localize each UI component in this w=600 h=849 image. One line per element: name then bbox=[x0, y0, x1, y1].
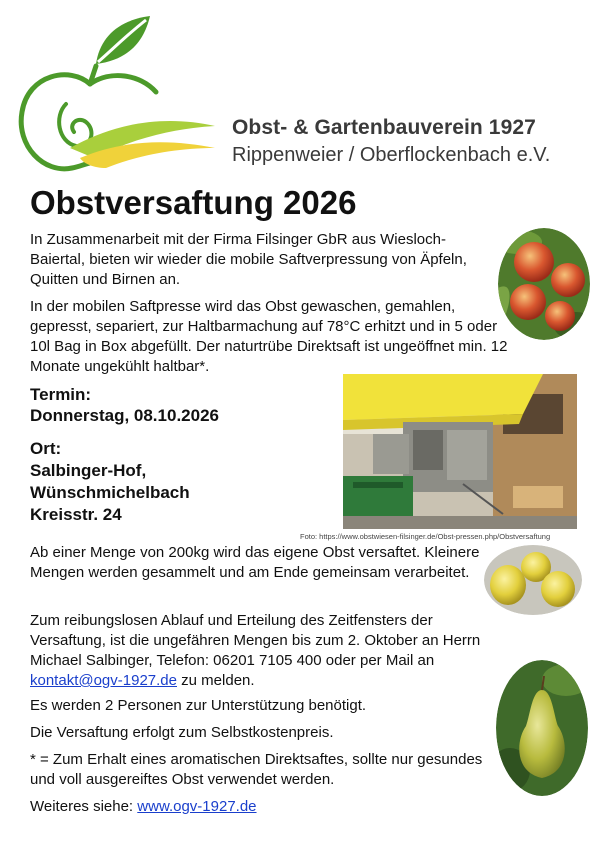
registration-paragraph bbox=[30, 611, 510, 691]
photo-credit: Foto: https://www.obstwiesen-filsinger.de/Obst-pressen.php/Obstversaftung bbox=[300, 532, 551, 541]
ort-line-2: Wünschmichelbach bbox=[30, 483, 190, 502]
intro-paragraph: In Zusammenarbeit mit der Firma Filsinger GbR aus Wiesloch-Baiertal, bieten wir wieder die mobile Saftverpressung von Äpfeln, Quitten und Birnen an. bbox=[30, 231, 467, 288]
ort-line-3: Kreisstr. 24 bbox=[30, 505, 122, 524]
website-link[interactable]: www.ogv-1927.de bbox=[137, 798, 257, 815]
registration-text: Zum reibungslosen Ablauf und Erteilung des Zeitfensters der Versaftung, ist die ungefähren Mengen bis zum 2. Oktober an Herrn Michael Salbinger, Telefon: 06201 7105 400 oder per Mail an bbox=[30, 612, 481, 669]
contact-email-link[interactable]: kontakt@ogv-1927.de bbox=[30, 672, 177, 689]
apple-leaf-logo-icon bbox=[10, 8, 220, 176]
mobile-juice-press-photo bbox=[343, 374, 577, 529]
price-paragraph: Die Versaftung erfolgt zum Selbstkostenpreis. bbox=[30, 724, 334, 741]
footnote-paragraph: * = Zum Erhalt eines aromatischen Direktsaftes, sollte nur gesundes und voll ausgereiftes Obst verwendet werden. bbox=[30, 751, 483, 788]
more-info-paragraph bbox=[30, 797, 500, 817]
helpers-paragraph: Es werden 2 Personen zur Unterstützung benötigt. bbox=[30, 697, 367, 714]
process-paragraph: In der mobilen Saftpresse wird das Obst gewaschen, gemahlen, gepresst, separiert, zur Haltbarmachung auf 78°C erhitzt und in 5 oder 10l Bag in Box abgefüllt. Der naturtrübe Direktsaft ist ungeöffnet min. 12 Monate ungekühlt haltbar*. bbox=[30, 298, 508, 375]
org-name: Obst- & Gartenbauverein 1927 bbox=[232, 116, 536, 139]
termin-value: Donnerstag, 08.10.2026 bbox=[30, 406, 219, 425]
ort-label: Ort: bbox=[30, 439, 62, 458]
apples-photo bbox=[498, 228, 590, 340]
org-location: Rippenweier / Oberflockenbach e.V. bbox=[232, 144, 551, 166]
registration-text-end: zu melden. bbox=[177, 672, 255, 689]
more-info-label: Weiteres siehe: bbox=[30, 798, 138, 815]
termin-label: Termin: bbox=[30, 385, 92, 404]
pear-photo bbox=[496, 660, 588, 796]
page-title: Obstversaftung 2026 bbox=[30, 184, 357, 221]
quinces-photo bbox=[484, 545, 582, 615]
quantity-paragraph: Ab einer Menge von 200kg wird das eigene Obst versaftet. Kleinere Mengen werden gesammelt und am Ende gemeinsam verarbeitet. bbox=[30, 544, 480, 581]
ort-line-1: Salbinger-Hof, bbox=[30, 461, 147, 480]
